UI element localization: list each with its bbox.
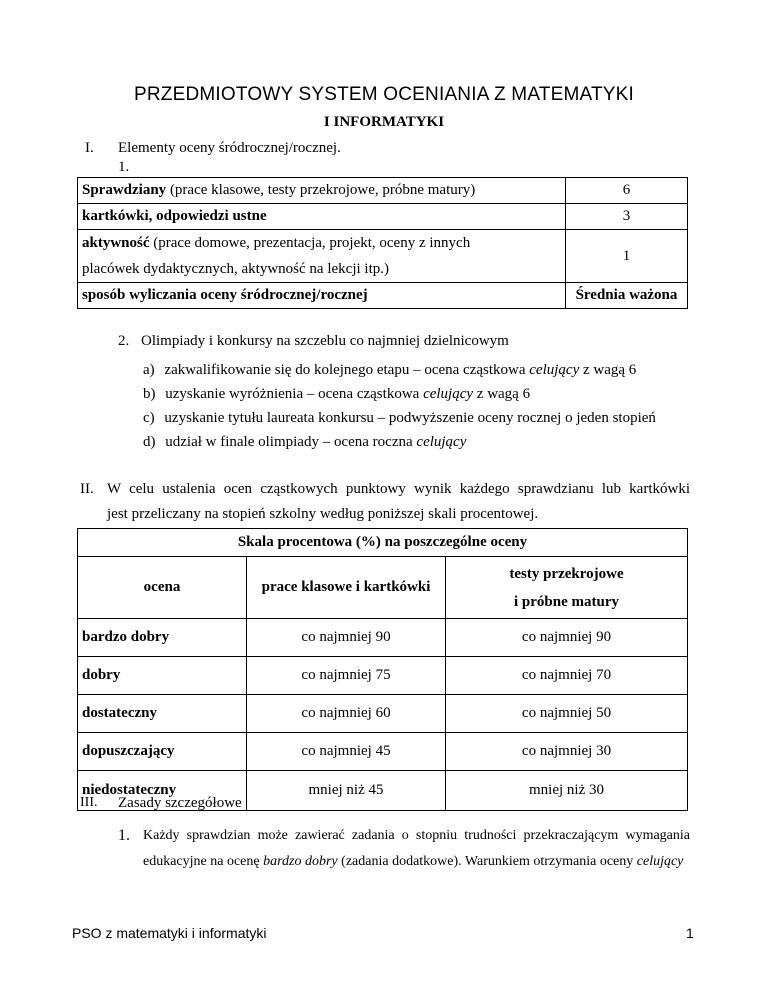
table-row: dopuszczający co najmniej 45 co najmniej 30 <box>78 733 688 771</box>
table-row: niedostateczny mniej niż 45 mniej niż 30 <box>78 771 688 811</box>
footer-title: PSO z matematyki i informatyki <box>72 925 267 941</box>
olympiads-list <box>143 358 703 454</box>
page-subtitle: I INFORMATYKI <box>323 114 445 130</box>
weights-table <box>77 177 688 309</box>
list-item: b) uzyskanie wyróżnienia – ocena cząstkowa celujący z wagą 6 <box>143 386 531 402</box>
table-caption: Skala procentowa (%) na poszczególne oceny <box>78 529 688 557</box>
weights-row: aktywność (prace domowe, prezentacja, projekt, oceny z innych placówek dydaktycznych, aktywność na lekcji itp.) 1 <box>78 230 688 283</box>
olympiads-heading: 2. Olimpiady i konkursy na szczeblu co najmniej dzielnicowym <box>118 333 509 349</box>
table-row: dostateczny co najmniej 60 co najmniej 50 <box>78 695 688 733</box>
list-item: d) udział w finale olimpiady – ocena roczna celujący <box>143 434 467 450</box>
grade-scale-table <box>77 528 688 811</box>
page-title: PRZEDMIOTOWY SYSTEM OCENIANIA Z MATEMATYKI <box>134 84 634 105</box>
section-3-item-1: 1. Każdy sprawdzian może zawierać zadania o stopniu trudności przekraczającym wymagania edukacyjne na ocenę bardzo dobry (zadania dodatkowe). Warunkiem otrzymania oceny celujący <box>118 827 690 869</box>
section-2-text: II. W celu ustalenia ocen cząstkowych punktowy wynik każdego sprawdzianu lub kartkówki jest przeliczany na stopień szkolny według poniższej skali procentowej. <box>80 481 690 522</box>
page-number: 1 <box>686 925 694 941</box>
weights-row: kartkówki, odpowiedzi ustne 3 <box>78 204 688 230</box>
table-row: dobry co najmniej 75 co najmniej 70 <box>78 657 688 695</box>
section-1-subnumber: 1. <box>118 159 130 175</box>
weights-row: Sprawdziany (prace klasowe, testy przekrojowe, próbne matury) 6 <box>78 178 688 204</box>
table-header-row: ocena prace klasowe i kartkówki testy przekrojowe i próbne matury <box>78 557 688 619</box>
list-item: c) uzyskanie tytułu laureata konkursu – podwyższenie oceny rocznej o jeden stopień <box>143 410 656 426</box>
table-row: bardzo dobry co najmniej 90 co najmniej 90 <box>78 619 688 657</box>
weights-method-row: sposób wyliczania oceny śródrocznej/rocznej Średnia ważona <box>78 283 688 309</box>
list-item: a) zakwalifikowanie się do kolejnego etapu – ocena cząstkowa celujący z wagą 6 <box>143 362 637 378</box>
